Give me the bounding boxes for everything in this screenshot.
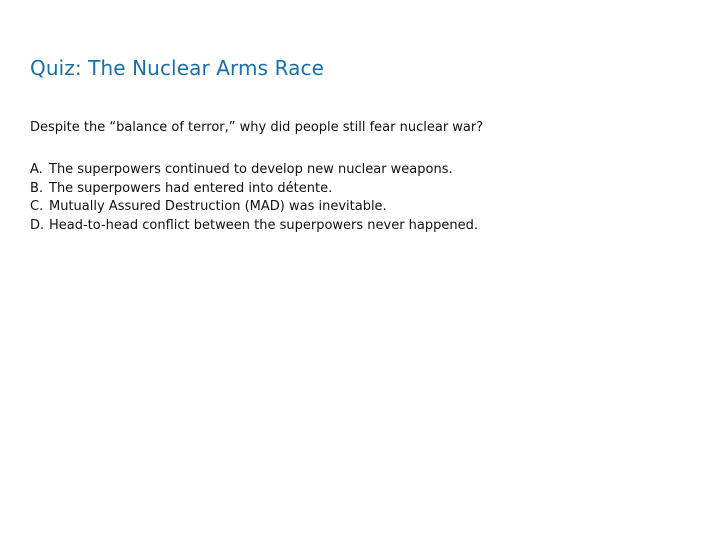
answer-option-c [30,198,478,217]
option-text: Mutually Assured Destruction (MAD) was inevitable. [49,199,387,214]
answer-option-a [30,161,478,180]
option-letter: B. [30,180,44,196]
quiz-question: Despite the “balance of terror,” why did people still fear nuclear war? [30,120,484,135]
option-letter: C. [30,199,44,214]
option-text: Head-to-head conflict between the superpowers never happened. [49,217,479,233]
option-text: The superpowers continued to develop new nuclear weapons. [49,162,453,177]
answer-option-d [30,217,478,236]
option-letter: D. [30,217,45,233]
option-letter: A. [30,162,43,177]
answer-options [30,161,478,235]
slide-title: Quiz: The Nuclear Arms Race [30,56,324,80]
option-text: The superpowers had entered into détente. [49,180,333,196]
answer-option-b [30,180,478,199]
